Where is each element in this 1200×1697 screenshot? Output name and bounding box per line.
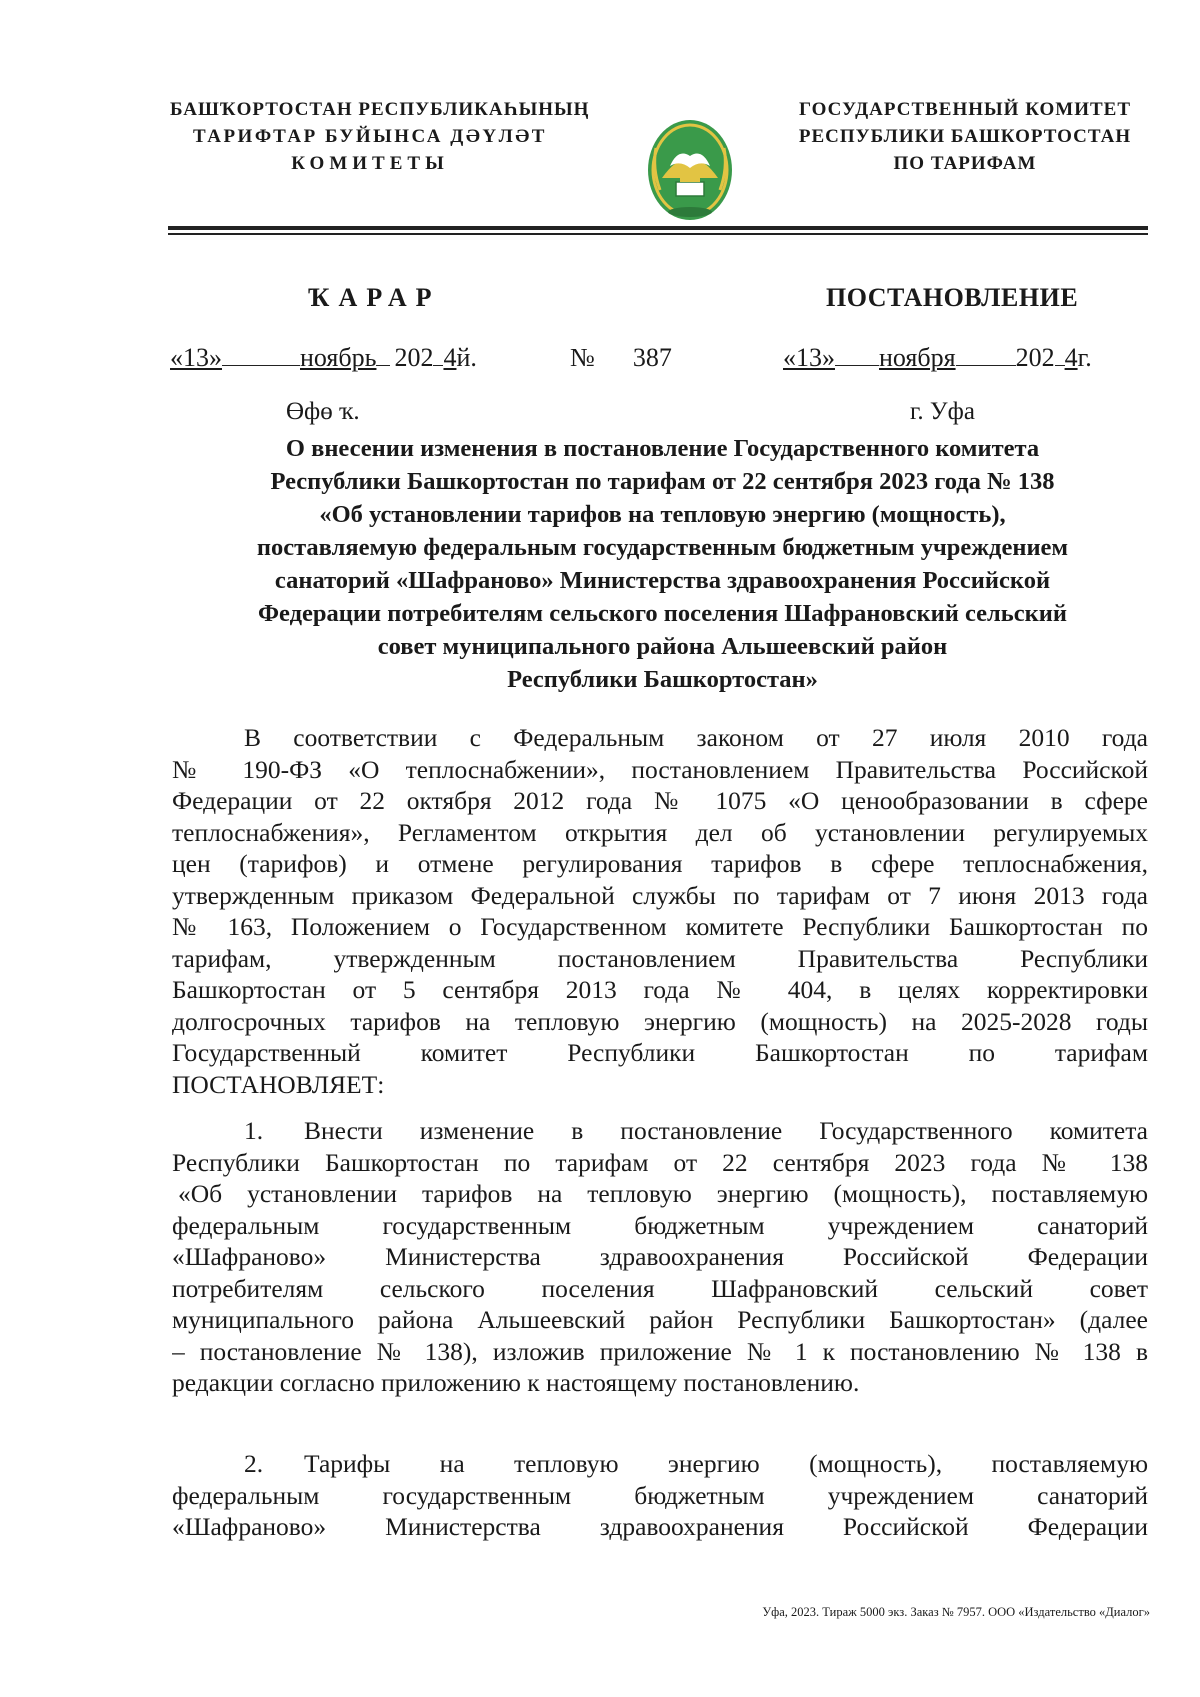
number-sign: № (570, 343, 595, 372)
date-blank (835, 343, 879, 366)
title-line: санаторий «Шафраново» Министерства здравоохранения Российской (274, 567, 1051, 594)
item-1-number: 1. (244, 1116, 264, 1145)
date-blank (222, 343, 300, 366)
item-2-paragraph (172, 1448, 1148, 1543)
paragraph-line: утвержденным приказом Федеральной службы по тарифам от 7 июня 2013 года (172, 880, 1148, 910)
paragraph-line: Башкортостан от 5 сентября 2013 года № 404, в целях корректировки (172, 975, 1148, 1004)
date-russian (783, 343, 1092, 373)
paragraph-line: Республики Башкортостан по тарифам от 22 сентября 2023 года № 138 (172, 1147, 1148, 1177)
document-title (170, 432, 1155, 696)
item-2-number: 2. (244, 1449, 264, 1478)
date-right-year-suffix: г. (1077, 343, 1092, 372)
paragraph-line: № 190-ФЗ «О теплоснабжении», постановлением Правительства Российской (172, 754, 1148, 784)
date-left-year-digit: 4 (443, 343, 457, 372)
date-left-day: «13» (170, 343, 222, 372)
paragraph-line: «Об установлении тарифов на тепловую энергию (мощность), поставляемую (178, 1179, 1148, 1208)
paragraph-line: ПОСТАНОВЛЯЕТ: (172, 1069, 385, 1099)
print-imprint-footer: Уфа, 2023. Тираж 5000 экз. Заказ № 7957. ООО «Издательство «Диалог» (762, 1605, 1150, 1619)
header-bashkir-title (170, 96, 590, 177)
paragraph-line: цен (тарифов) и отмене регулирования тарифов в сфере теплоснабжения, (172, 849, 1148, 878)
paragraph-line: теплоснабжения», Регламентом открытия дел об установлении регулируемых (172, 817, 1148, 847)
doc-type-bashkir: ҠАРАР (308, 283, 441, 312)
preamble-paragraph (172, 722, 1148, 1100)
date-right-year-prefix: 202 (1015, 343, 1055, 372)
item-1-paragraph (172, 1115, 1148, 1399)
paragraph-line: № 163, Положением о Государственном комитете Республики Башкортостан по (172, 912, 1148, 941)
date-left-month: ноябрь (300, 343, 377, 372)
header-russian-title (770, 96, 1160, 177)
paragraph-line: потребителям сельского поселения Шафрановский сельский совет (172, 1273, 1148, 1303)
number-value: 387 (632, 343, 672, 372)
date-blank (433, 343, 443, 366)
paragraph-line: долгосрочных тарифов на тепловую энергию (мощность) на 2025-2028 годы (172, 1006, 1148, 1036)
paragraph-line: федеральным государственным бюджетным учреждением санаторий (172, 1210, 1148, 1240)
date-blank (376, 343, 390, 366)
city-bashkir: Өфө ҡ. (286, 398, 360, 425)
paragraph-line: федеральным государственным бюджетным учреждением санаторий (172, 1480, 1148, 1510)
header-left-line-3: КОМИТЕТЫ (291, 153, 449, 174)
paragraph-line: – постановление № 138), изложив приложение № 1 к постановлению № 138 в (172, 1336, 1148, 1366)
city-russian: г. Уфа (910, 398, 975, 425)
header-divider-thick (168, 226, 1148, 230)
date-bashkir (170, 343, 477, 373)
header-right-line-3: ПО ТАРИФАМ (893, 153, 1037, 174)
title-line: О внесении изменения в постановление Государственного комитета (285, 435, 1040, 462)
paragraph-line (172, 1448, 1148, 1480)
date-right-day: «13» (783, 343, 835, 372)
header-divider-thin (168, 233, 1148, 235)
paragraph-line: Федерации от 22 октября 2012 года № 1075 «О ценообразовании в сфере (172, 786, 1148, 815)
header-right-line-2: РЕСПУБЛИКИ БАШКОРТОСТАН (798, 126, 1132, 147)
paragraph-line: «Шафраново» Министерства здравоохранения Российской Федерации (172, 1242, 1148, 1271)
paragraph-line: В соответствии с Федеральным законом от 27 июля 2010 года (244, 723, 1148, 752)
title-line: Республики Башкортостан» (507, 666, 818, 693)
header-left-line-2: ТАРИФТАР БУЙЫНСА ДӘҮЛӘТ (193, 126, 547, 147)
date-blank (1055, 343, 1065, 366)
paragraph-line (172, 1115, 1148, 1147)
item-2-line-1: Тарифы на тепловую энергию (мощность), поставляемую (304, 1449, 1148, 1478)
bashkortostan-coat-of-arms-icon (640, 108, 740, 228)
paragraph-line: муниципального района Альшеевский район Республики Башкортостан» (далее (172, 1305, 1148, 1334)
title-line: Республики Башкортостан по тарифам от 22 сентября 2023 года № 138 (270, 468, 1055, 495)
doc-type-russian: ПОСТАНОВЛЕНИЕ (826, 283, 1079, 312)
date-left-year-prefix: 202 (394, 343, 434, 372)
date-left-year-suffix: й. (456, 343, 477, 372)
paragraph-line: Государственный комитет Республики Башкортостан по тарифам (172, 1038, 1148, 1067)
title-line: Федерации потребителям сельского поселения Шафрановский сельский (258, 600, 1067, 627)
document-number (570, 343, 672, 373)
date-right-month: ноября (879, 343, 956, 372)
title-line: поставляемую федеральным государственным бюджетным учреждением (256, 534, 1069, 561)
title-line: «Об установлении тарифов на тепловую энергию (мощность), (319, 501, 1006, 528)
date-blank (956, 343, 1016, 366)
paragraph-line: тарифам, утвержденным постановлением Правительства Республики (172, 943, 1148, 973)
paragraph-line: редакции согласно приложению к настоящему постановлению. (172, 1368, 860, 1397)
header-left-line-1: БАШҠОРТОСТАН РЕСПУБЛИКАҺЫНЫҢ (170, 99, 590, 120)
paragraph-line: «Шафраново» Министерства здравоохранения Российской Федерации (172, 1512, 1148, 1541)
title-line: совет муниципального района Альшеевский район (377, 633, 948, 660)
header-right-line-1: ГОСУДАРСТВЕННЫЙ КОМИТЕТ (798, 99, 1132, 120)
date-right-year-digit: 4 (1064, 343, 1078, 372)
item-1-line-1: Внести изменение в постановление Государственного комитета (304, 1116, 1148, 1145)
